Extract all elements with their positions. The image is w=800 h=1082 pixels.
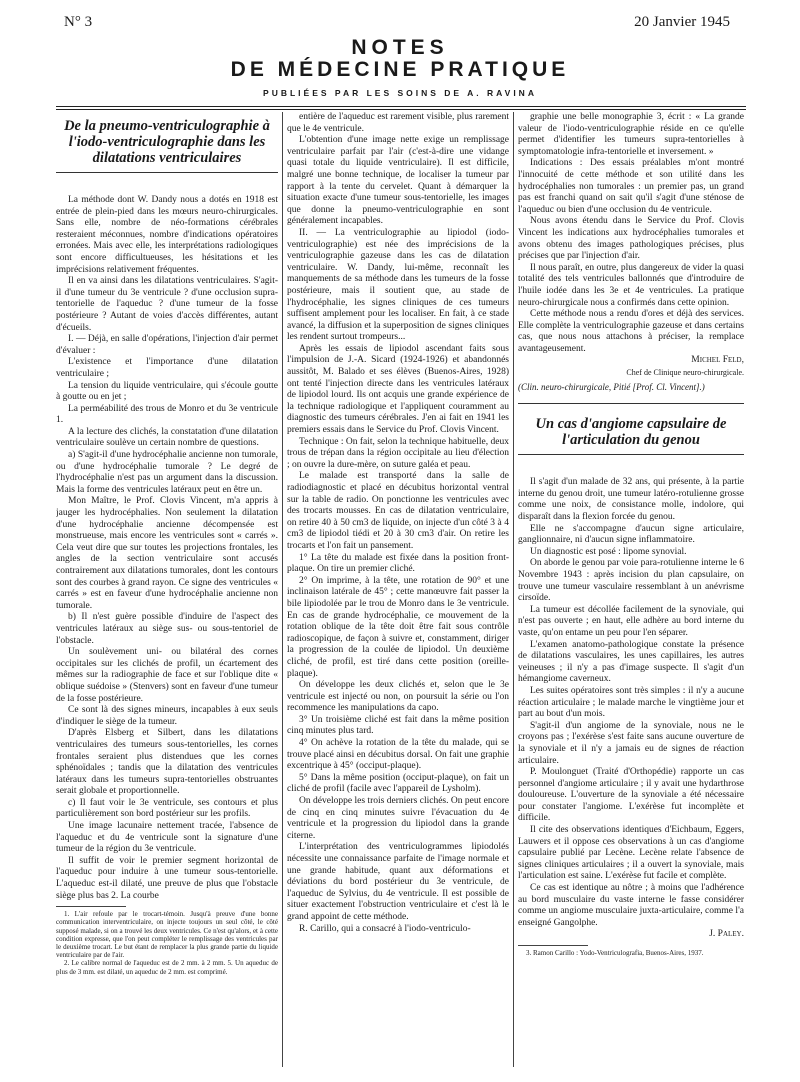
paragraph: 1° La tête du malade est fixée dans la position front-plaque. On tire un premier cliché. bbox=[287, 552, 509, 575]
paragraph: La tumeur est décollée facilement de la synoviale, qui n'est pas ouverte ; en haut, elle adhère au bord interne du vaste, qu'on entame un peu pour l'en séparer. bbox=[518, 604, 744, 638]
paragraph: On développe les deux clichés et, selon que le 3e ventricule est injecté ou non, on poursuit la série ou l'on recommence les manipulations da capo. bbox=[287, 680, 509, 714]
column-3 bbox=[518, 112, 744, 1067]
column-1 bbox=[56, 112, 278, 1067]
paragraph: Il nous paraît, en outre, plus dangereux de vider la quasi totalité des tels ventricules ballonnés que d'introduire de l'huile iodée dans les 3e et 4e ventricules. La pratique neuro-chirurgicale nous a confirmés dans cette opinion. bbox=[518, 262, 744, 308]
paragraph: La tension du liquide ventriculaire, qui s'écoule goutte à goutte ou en jet ; bbox=[56, 380, 278, 403]
paragraph: I. — Déjà, en salle d'opérations, l'injection d'air permet d'évaluer : bbox=[56, 334, 278, 356]
article2-author: J. Paley. bbox=[709, 929, 744, 940]
article2-footnote bbox=[518, 949, 744, 957]
paragraph: Cette méthode nous a rendu d'ores et déjà des services. Elle complète la ventriculographie gazeuse et dans certains cas, que nous nous attachons à préciser, la remplace avantageusement. bbox=[518, 309, 744, 354]
header-rule-thin bbox=[56, 109, 746, 110]
issue-number: N° 3 bbox=[64, 14, 93, 30]
paragraph: D'après Elsberg et Silbert, dans les dilatations ventriculaires des tumeurs sous-tentorielles, les cornes frontales seraient plus distendues que les cornes sphénoïdales ; tandis que la dilatation des ventricules latéraux dans les tumeurs supra-tentorielles obstruantes serait globale et proportionnelle. bbox=[56, 728, 278, 797]
article-separator bbox=[518, 403, 744, 404]
paragraph: L'existence et l'importance d'une dilatation ventriculaire ; bbox=[56, 357, 278, 379]
paragraph: L'interprétation des ventriculogrammes lipiodolés nécessite une connaissance parfaite de l'image normale et une grande habitude, quant aux déformations et déviations du bord postérieur du 3e ventricule, de l'aqueduc de Sylvius, du 4e ventricule. Il est possible de situer exactement l'obstruction ventriculaire et c'est là le grand appoint de cette méthode. bbox=[287, 842, 509, 922]
paragraph: II. — La ventriculographie au lipiodol (iodo-ventriculographie) est née des imprécisions de la ventriculographie gazeuse dans les cas de dilatation ventriculaire. W. Dandy, lui-même, reconnaît les manquements de sa méthode dans les tumeurs de la fosse postérieure, mais il soutient que, au stade de l'hydrocéphalie, les signes cliniques de ces tumeurs suffisent amplement pour les localiser. En fait, à ce stade avancé, la diffusion et la superposition de signes cliniques les rendent surtout trompeurs... bbox=[287, 227, 509, 343]
paragraph: R. Carillo, qui a consacré à l'iodo-ventriculo- bbox=[299, 923, 471, 934]
masthead-subtitle: PUBLIÉES PAR LES SOINS DE A. RAVINA bbox=[263, 88, 537, 98]
column-divider bbox=[513, 112, 514, 1067]
article1-body-part3 bbox=[518, 112, 744, 355]
paragraph: Elle ne s'accompagne d'aucun signe articulaire, ganglionnaire, ni d'aucun signe inflammatoire. bbox=[518, 523, 744, 546]
article1-author: Michel Feld, bbox=[691, 355, 744, 366]
paragraph: On développe les trois derniers clichés. On peut encore de cinq en cinq minutes suivre l'évacuation du 4e ventricule et la progression du lipiodol dans la grande citerne. bbox=[287, 796, 509, 841]
footnote-rule bbox=[56, 906, 126, 907]
paragraph: 3° Un troisième cliché est fait dans la même position cinq minutes plus tard. bbox=[287, 714, 509, 737]
footnote-text: 3. Ramon Carillo : Yodo-Ventriculografia, Buenos-Aires, 1937. bbox=[526, 949, 704, 957]
header-rule bbox=[56, 106, 746, 107]
paragraph: A la lecture des clichés, la constatation d'une dilatation ventriculaire soulève un certain nombre de questions. bbox=[56, 426, 278, 449]
article1-reference: (Clin. neuro-chirurgicale, Pitié [Prof. Cl. Vincent].) bbox=[518, 381, 705, 392]
paragraph: La perméabilité des trous de Monro et du 3e ventricule 1. bbox=[56, 403, 278, 426]
article1-author-role: Chef de Clinique neuro-chirurgicale. bbox=[626, 368, 744, 378]
masthead-title-line2: DE MÉDECINE PRATIQUE bbox=[230, 58, 570, 81]
paragraph: Un soulèvement uni- ou bilatéral des cornes occipitales sur les clichés de profil, un écartement des mêmes sur la radiographie de face et sur l'oblique dite « oblique suédoise » (Stenvers) sont en faveur d'une tumeur de la fosse postérieure. bbox=[56, 647, 278, 704]
title-rule bbox=[56, 172, 278, 173]
paragraph: 2. Le calibre normal de l'aqueduc est de 2 mm. à 2 mm. 5. Un aqueduc de plus de 3 mm. est dilaté, un aqueduc de 2 mm. est comprimé. bbox=[56, 959, 278, 976]
paragraph: S'agit-il d'un angiome de la synoviale, nous ne le croyons pas ; l'exérèse s'est faite sans aucune ouverture de la synoviale et il n'y a jamais eu de signes de réaction articulaire. bbox=[518, 720, 744, 766]
paragraph: a) S'agit-il d'une hydrocéphalie ancienne non tumorale, ou d'une hydrocéphalie tumorale ? Le degré de l'hydrocéphalie n'est pas un argument dans la discussion. Mais la forme des ventricules latéraux peut en être un. bbox=[56, 450, 278, 495]
column-divider bbox=[282, 112, 283, 1067]
paragraph: On aborde le genou par voie para-rotulienne interne le 6 Novembre 1943 : après incision du plan capsulaire, on trouve une tumeur vasculaire ressemblant à un anévrisme cirsoïde. bbox=[518, 558, 744, 604]
paragraph: Mon Maître, le Prof. Clovis Vincent, m'a appris à jauger les hydrocéphalies. Non seulement la dilatation d'une hydrocéphalie ancienne décompensée est monstrueuse, mais encore les ventricules sont « carrés ». Cela veut dire que sur toutes les projections frontales, les angles de la section ventriculaire sont accusés contrairement aux dilatations tumorales, dont les contours sont des courbes à grand rayon. Ce signe des ventricules « carrés » est en faveur d'une hydrocéphalie ancienne non tumorale. bbox=[56, 496, 278, 611]
footnote-rule bbox=[518, 945, 588, 946]
paragraph: graphie une belle monographie 3, écrit : « La grande valeur de l'iodo-ventriculographie réside en ce qu'elle permet d'identifier les tumeurs supra-tentorielles à symptomatologie infra-tentorielle et inversement. » bbox=[518, 112, 744, 157]
paragraph: Technique : On fait, selon la technique habituelle, deux trous de trépan dans la région occipitale au lieu d'élection ; on ouvre la dure-mère, on suture galéa et peau. bbox=[287, 436, 509, 470]
paragraph: 2° On imprime, à la tête, une rotation de 90° et une inclinaison latérale de 45° ; cette manœuvre fait passer la bile lipiodolée par le trou de Monro dans le 3e ventricule. En cas de grande hydrocéphalie, ce mouvement de la rotation oblique de la tête doit être fait sous contrôle radioscopique, de façon à suivre et, constamment, diriger la progression de la coulée de lipiodol. Un deuxième cliché, de profil, est tiré dans cette position (oreille-plaque). bbox=[287, 575, 509, 679]
article1-body-part2 bbox=[287, 112, 509, 935]
paragraph: Une image lacunaire nettement tracée, l'absence de l'aqueduc et du 4e ventricule sont la signature d'une tumeur de la région du 3e ventricule. bbox=[56, 821, 278, 855]
paragraph: Ce cas est identique au nôtre ; à moins que l'adhérence au bord musculaire du vaste interne le fasse considérer comme un angiome musculaire juxta-articulaire, comme l'a enseigné Gangolphe. bbox=[518, 883, 744, 928]
paragraph: Ce sont là des signes mineurs, incapables à eux seuls d'indiquer le siège de la tumeur. bbox=[56, 705, 278, 727]
masthead-title-line1: NOTES bbox=[351, 36, 449, 59]
paragraph: Indications : Des essais préalables m'ont montré l'innocuité de cette méthode et son utilité dans les hydrocéphalies non tumorales : un premier pas, un grand pas est franchi quand on sait qu'il s'agit d'une sténose de l'aqueduc ou bien d'une occlusion du 4e ventricule. bbox=[518, 158, 744, 215]
paragraph: Il cite des observations identiques d'Eichbaum, Eggers, Lauwers et il oppose ces observations à un cas d'angiome capsulaire publié par Lecène. Lecène relate l'absence de signes cliniques articulaires ; il a ouvert la synoviale, mais l'articulation est saine. L'exérèse fut facile et complète. bbox=[518, 825, 744, 882]
article1-body-part1 bbox=[56, 195, 278, 902]
article2-title: Un cas d'angiome capsulaire de l'articulation du genou bbox=[535, 416, 727, 449]
article2-body bbox=[518, 477, 744, 929]
column-2 bbox=[287, 112, 509, 1067]
paragraph: b) Il n'est guère possible d'induire de l'aspect des ventricules latéraux au siège sus- ou sous-tentoriel de l'obstacle. bbox=[56, 612, 278, 646]
paragraph: 1. L'air refoule par le trocart-témoin. Jusqu'à preuve d'une bonne communication interventriculaire, on injecte toujours un seul côté, le côté supposé malade, si on a trouvé les deux ventricules. Ce n'est qu'alors, et à cette condition expresse, que l'on peut compléter le remplissage des ventricules par le deuxième trocart. Le but étant de remplacer la plus grande partie du liquide ventriculaire par de l'air. bbox=[56, 910, 278, 960]
paragraph: Il suffit de voir le premier segment horizontal de l'aqueduc pour induire à une tumeur sous-tentorielle. L'aqueduc est-il dilaté, une preuve de plus que l'obstacle siège plus bas 2. La courbe bbox=[56, 855, 278, 901]
paragraph: c) Il faut voir le 3e ventricule, ses contours et plus particulièrement son bord postérieur sur les profils. bbox=[56, 797, 278, 820]
paragraph: La méthode dont W. Dandy nous a dotés en 1918 est entrée de plein-pied dans les mœurs neuro-chirurgicales. Sans elle, nombre de néo-formations cérébrales resteraient méconnues, nombre d'indications opératoires erronées. Mais avec elle, les interprétations radiologiques sont encore difficultueuses, les hésitations et les imprécisions relativement fréquentes. bbox=[56, 195, 278, 275]
paragraph: Les suites opératoires sont très simples : il n'y a aucune réaction articulaire ; le malade marche le vingtième jour et part au bout d'un mois. bbox=[518, 685, 744, 720]
paragraph: Il en va ainsi dans les dilatations ventriculaires. S'agit-il d'une tumeur du 3e ventricule ? d'une occlusion supra-tentorielle de l'aqueduc ? d'une tumeur de la fosse postérieure ? Autant de voies d'accès différentes, autant d'écueils. bbox=[56, 276, 278, 333]
paragraph: Le malade est transporté dans la salle de radiodiagnostic et placé en décubitus horizontal ventral sur la table de radio. On ponctionne les ventricules avec des trocarts mousses. En cas de dilatation ventriculaire, on retire 40 à 50 cm3 de liquide, on injecte d'un côté 3 à 4 cm3 de lipiodol tiédi et 20 à 30 cm3 d'air. On retire les trocarts et l'on fait un pansement. bbox=[287, 471, 509, 551]
paragraph: 4° On achève la rotation de la tête du malade, qui se trouve placé ainsi en décubitus dorsal. On fait une graphie excentrique à 45° (occiput-plaque). bbox=[287, 738, 509, 772]
paragraph: 5° Dans la même position (occiput-plaque), on fait un cliché de profil (facile avec l'appareil de Lysholm). bbox=[287, 772, 509, 795]
paragraph: Il s'agit d'un malade de 32 ans, qui présente, à la partie interne du genou droit, une tumeur latéro-rotulienne grosse comme une noix, de consistance molle, indolore, qui disparaît dans la flexion forcée du genou. bbox=[518, 477, 744, 523]
article1-title: De la pneumo-ventriculographie à l'iodo-ventriculographie dans les dilatations ventriculaires bbox=[64, 118, 270, 166]
paragraph: L'examen anatomo-pathologique constate la présence de dilatations vasculaires, les unes capillaires, les autres veineuses ; il n'y a pas d'image suspecte. Il s'agit d'un hémangiome caverneux. bbox=[518, 639, 744, 685]
paragraph: entière de l'aqueduc est rarement visible, plus rarement que le 4e ventricule. bbox=[287, 112, 509, 134]
issue-date: 20 Janvier 1945 bbox=[634, 14, 730, 30]
paragraph: L'obtention d'une image nette exige un remplissage ventriculaire parfait par l'air (c'est-à-dire une vidange quasi totale du liquide ventriculaire). Il est difficile, malgré une bonne technique, de localiser la tumeur par rapport à la tente du cervelet. Quant à démarquer la situation exacte d'une tumeur sous-tentorielle, les images que donne la pneumo-ventriculographie en sont généralement incapables. bbox=[287, 135, 509, 227]
title-rule bbox=[518, 454, 744, 455]
article1-footnotes bbox=[56, 910, 278, 976]
paragraph: P. Moulonguet (Traité d'Orthopédie) rapporte un cas personnel d'angiome articulaire ; il y avait une hydarthrose douloureuse. L'ouverture de la synoviale a été nécessaire pour constater l'angiome. L'exérèse fut incomplète et difficile. bbox=[518, 767, 744, 824]
paragraph: Nous avons étendu dans le Service du Prof. Clovis Vincent les indications aux hydrocéphalies tumorales et avons obtenu des images pathologiques précises, plus précises que par l'injection d'air. bbox=[518, 216, 744, 262]
paragraph: Un diagnostic est posé : lipome synovial. bbox=[530, 546, 687, 557]
paragraph: Après les essais de lipiodol ascendant faits sous l'impulsion de J.-A. Sicard (1924-1926) et abandonnés aussitôt, M. Balado et ses élèves (Buenos-Aires, 1928) ont tenté l'injection directe dans les ventricules latéraux de lipiodol lourd. Ils ont acquis une grande expérience de la technique radiologique et l'appliquent couramment au diagnostic des tumeurs cérébrales. J'en ai fait en 1941 les premiers essais dans le Service du Prof. Clovis Vincent. bbox=[287, 343, 509, 436]
